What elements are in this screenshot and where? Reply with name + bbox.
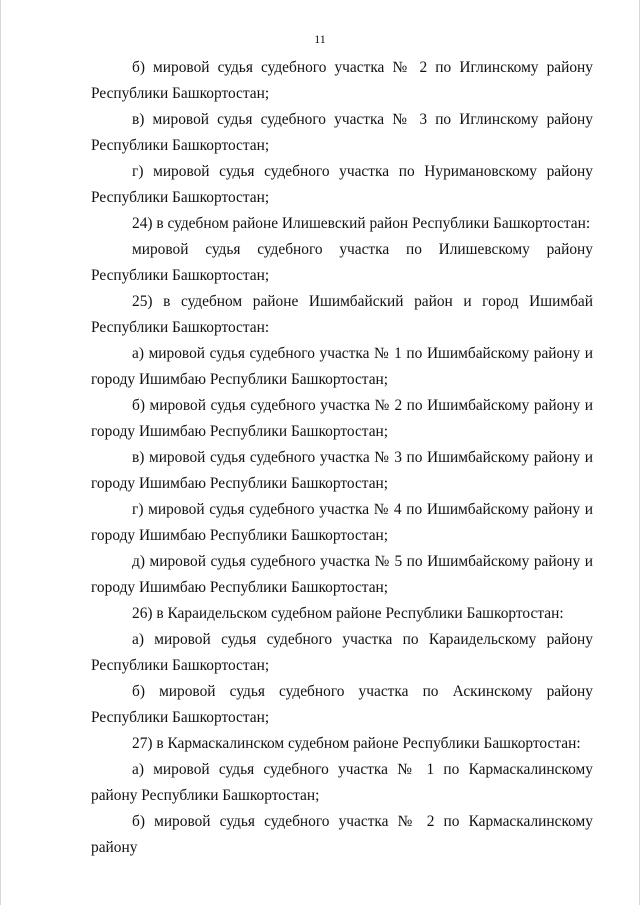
paragraph: а) мировой судья судебного участка № 1 по Ишимбайскому району и городу Ишимбаю Республики Башкортостан; xyxy=(91,345,593,388)
paragraph: 26) в Караидельском судебном районе Республики Башкортостан: xyxy=(132,605,564,622)
paragraph: 27) в Кармаскалинском судебном районе Республики Башкортостан: xyxy=(132,735,581,752)
paragraph: 24) в судебном районе Илишевский район Республики Башкортостан: xyxy=(132,215,591,232)
paragraph: а) мировой судья судебного участка по Караидельскому району Республики Башкортостан; xyxy=(91,631,593,674)
paragraph: б) мировой судья судебного участка № 2 по Ишимбайскому району и городу Ишимбаю Республики Башкортостан; xyxy=(91,397,593,440)
page-number: 11 xyxy=(314,32,326,46)
paragraph: а) мировой судья судебного участка № 1 по Кармаскалинскому району Республики Башкортостан; xyxy=(91,761,593,804)
paragraph: 25) в судебном районе Ишимбайский район и город Ишимбай Республики Башкортостан: xyxy=(91,293,593,336)
paragraph: г) мировой судья судебного участка по Нуримановскому району Республики Башкортостан; xyxy=(91,163,593,206)
paragraph: б) мировой судья судебного участка по Аскинскому району Республики Башкортостан; xyxy=(91,683,593,726)
paragraph: г) мировой судья судебного участка № 4 по Ишимбайскому району и городу Ишимбаю Республики Башкортостан; xyxy=(91,501,593,544)
paragraph: д) мировой судья судебного участка № 5 по Ишимбайскому району и городу Ишимбаю Республики Башкортостан; xyxy=(91,553,593,596)
document-body xyxy=(91,55,593,861)
paragraph: в) мировой судья судебного участка № 3 по Ишимбайскому району и городу Ишимбаю Республики Башкортостан; xyxy=(91,449,593,492)
paragraph: б) мировой судья судебного участка № 2 по Иглинскому району Республики Башкортостан; xyxy=(91,59,593,102)
paragraph: в) мировой судья судебного участка № 3 по Иглинскому району Республики Башкортостан; xyxy=(91,111,593,154)
paragraph: б) мировой судья судебного участка № 2 по Кармаскалинскому району xyxy=(91,813,593,856)
paragraph: мировой судья судебного участка по Илишевскому району Республики Башкортостан; xyxy=(91,241,593,284)
